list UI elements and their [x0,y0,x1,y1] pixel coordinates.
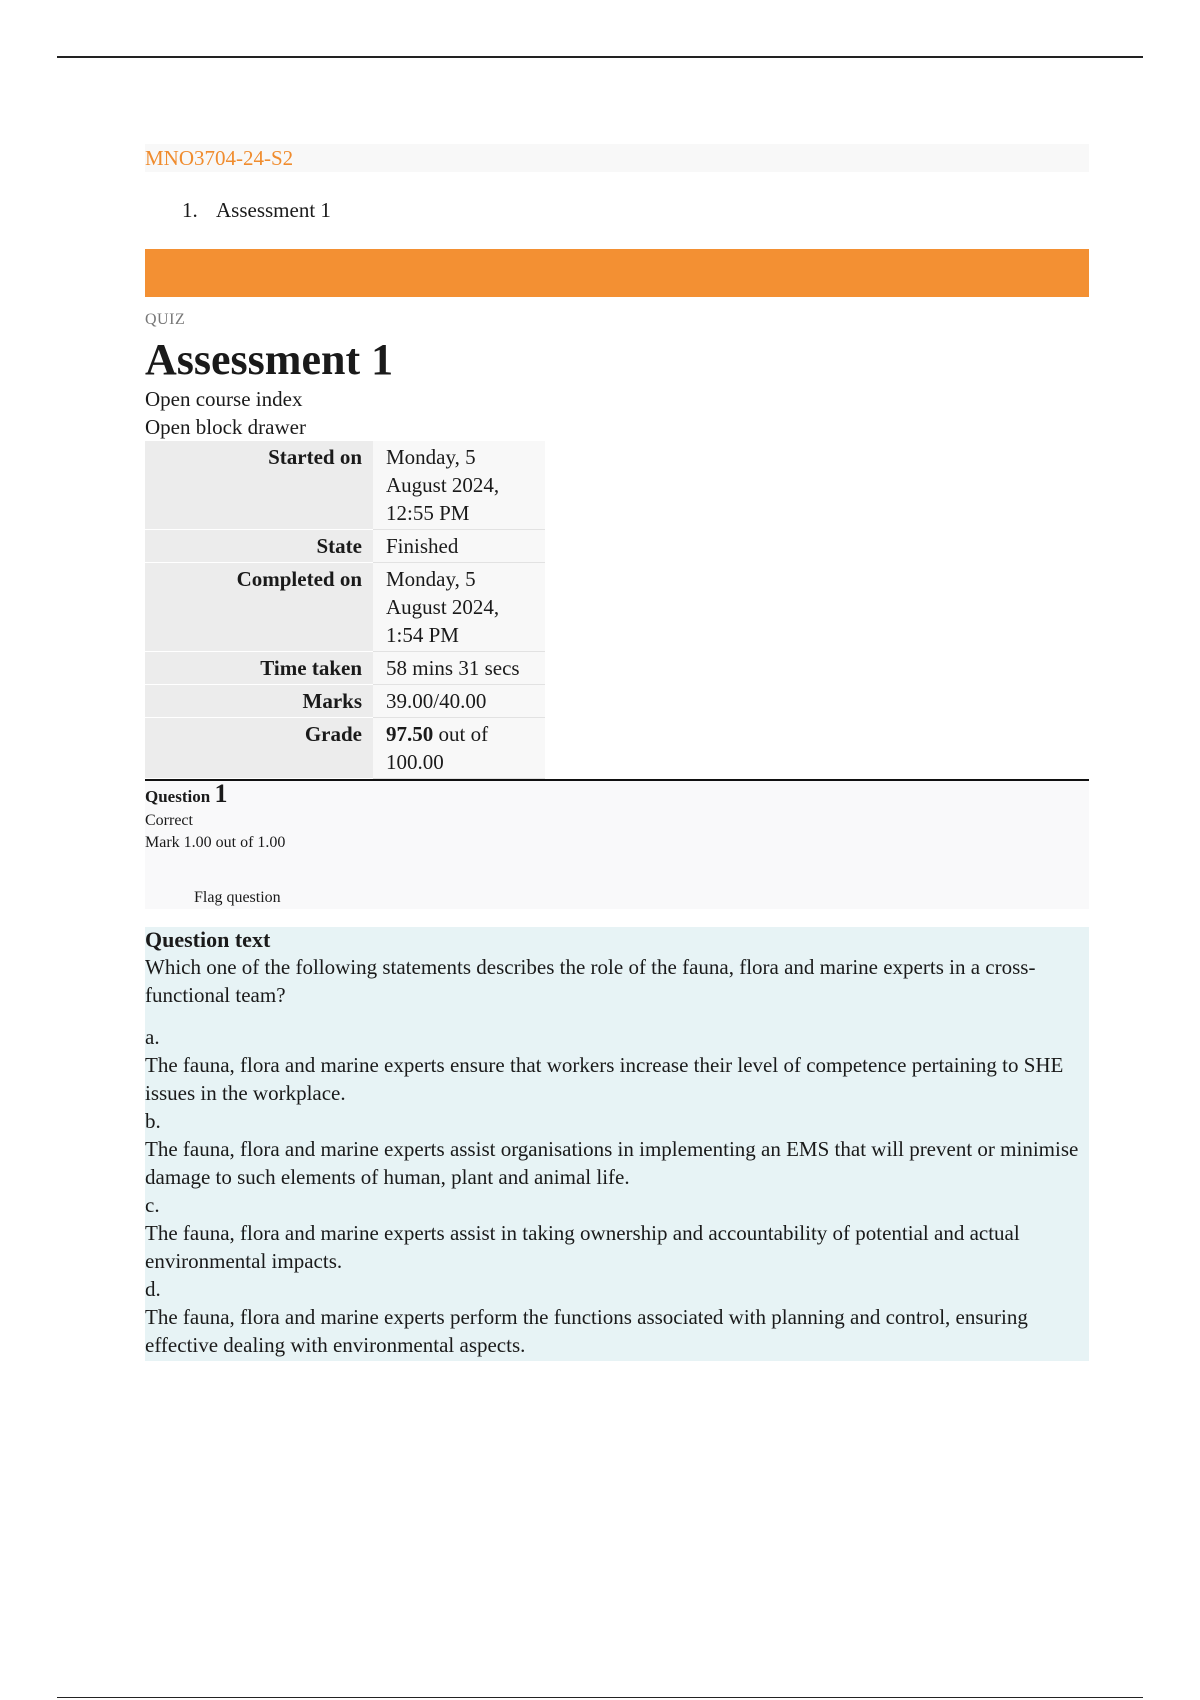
question-info-panel [145,779,1089,909]
summary-value: Monday, 5 August 2024, 12:55 PM [373,441,545,530]
summary-label: Grade [145,718,373,779]
open-block-drawer-button[interactable]: Open block drawer [145,415,306,439]
question-content [145,927,1089,1361]
answer-letter: b. [145,1109,161,1133]
summary-row-state [145,530,545,563]
summary-row-grade [145,718,545,779]
question-mark: Mark 1.00 out of 1.00 [145,834,286,851]
summary-row-time-taken [145,652,545,685]
question-text-heading: Question text [145,927,271,952]
main-content [145,144,1089,1361]
course-link[interactable]: MNO3704-24-S2 [145,144,1089,172]
page-title: Assessment 1 [145,335,394,384]
summary-value: 39.00/40.00 [373,685,545,718]
summary-label: Completed on [145,563,373,652]
breadcrumb-item[interactable] [182,197,1089,223]
question-number-label: Question [145,787,211,806]
answer-text: The fauna, flora and marine experts assist organisations in implementing an EMS that will prevent or minimise damage to such elements of human, plant and animal life. [145,1137,1079,1189]
summary-label: Marks [145,685,373,718]
header-banner [145,249,1089,297]
question-status: Correct [145,812,193,829]
bottom-rule [57,1697,1143,1698]
breadcrumb-item-number: 1. [182,198,198,222]
grade-out-of: out of 100.00 [386,722,489,774]
summary-value [373,718,545,779]
summary-row-marks [145,685,545,718]
breadcrumb-item-label[interactable]: Assessment 1 [216,198,331,222]
answer-letter: d. [145,1277,161,1301]
answer-text: The fauna, flora and marine experts assist in taking ownership and accountability of potential and actual environmental impacts. [145,1221,1020,1273]
summary-value: Finished [373,530,545,563]
top-rule [57,56,1143,58]
answer-letter: a. [145,1025,160,1049]
question-text: Which one of the following statements describes the role of the fauna, flora and marine experts in a cross-functional team? [145,955,1036,1007]
answer-option-a[interactable] [145,1023,1089,1107]
summary-value: 58 mins 31 secs [373,652,545,685]
summary-label: State [145,530,373,563]
question-number [145,781,1089,810]
summary-row-started-on [145,441,545,530]
answer-text: The fauna, flora and marine experts perform the functions associated with planning and control, ensuring effective dealing with environmental aspects. [145,1305,1028,1357]
flag-question-button[interactable]: Flag question [194,889,281,906]
attempt-summary-table [145,441,545,779]
breadcrumb [145,197,1089,223]
answer-option-d[interactable] [145,1275,1089,1359]
summary-label: Time taken [145,652,373,685]
activity-type-label: QUIZ [145,311,186,328]
summary-label: Started on [145,441,373,530]
summary-value: Monday, 5 August 2024, 1:54 PM [373,563,545,652]
answer-option-b[interactable] [145,1107,1089,1191]
question-number-value: 1 [214,779,228,808]
answer-text: The fauna, flora and marine experts ensure that workers increase their level of competence pertaining to SHE issues in the workplace. [145,1053,1064,1105]
summary-row-completed-on [145,563,545,652]
answer-letter: c. [145,1193,160,1217]
grade-value: 97.50 [386,722,434,746]
open-course-index-button[interactable]: Open course index [145,387,303,411]
answer-option-c[interactable] [145,1191,1089,1275]
